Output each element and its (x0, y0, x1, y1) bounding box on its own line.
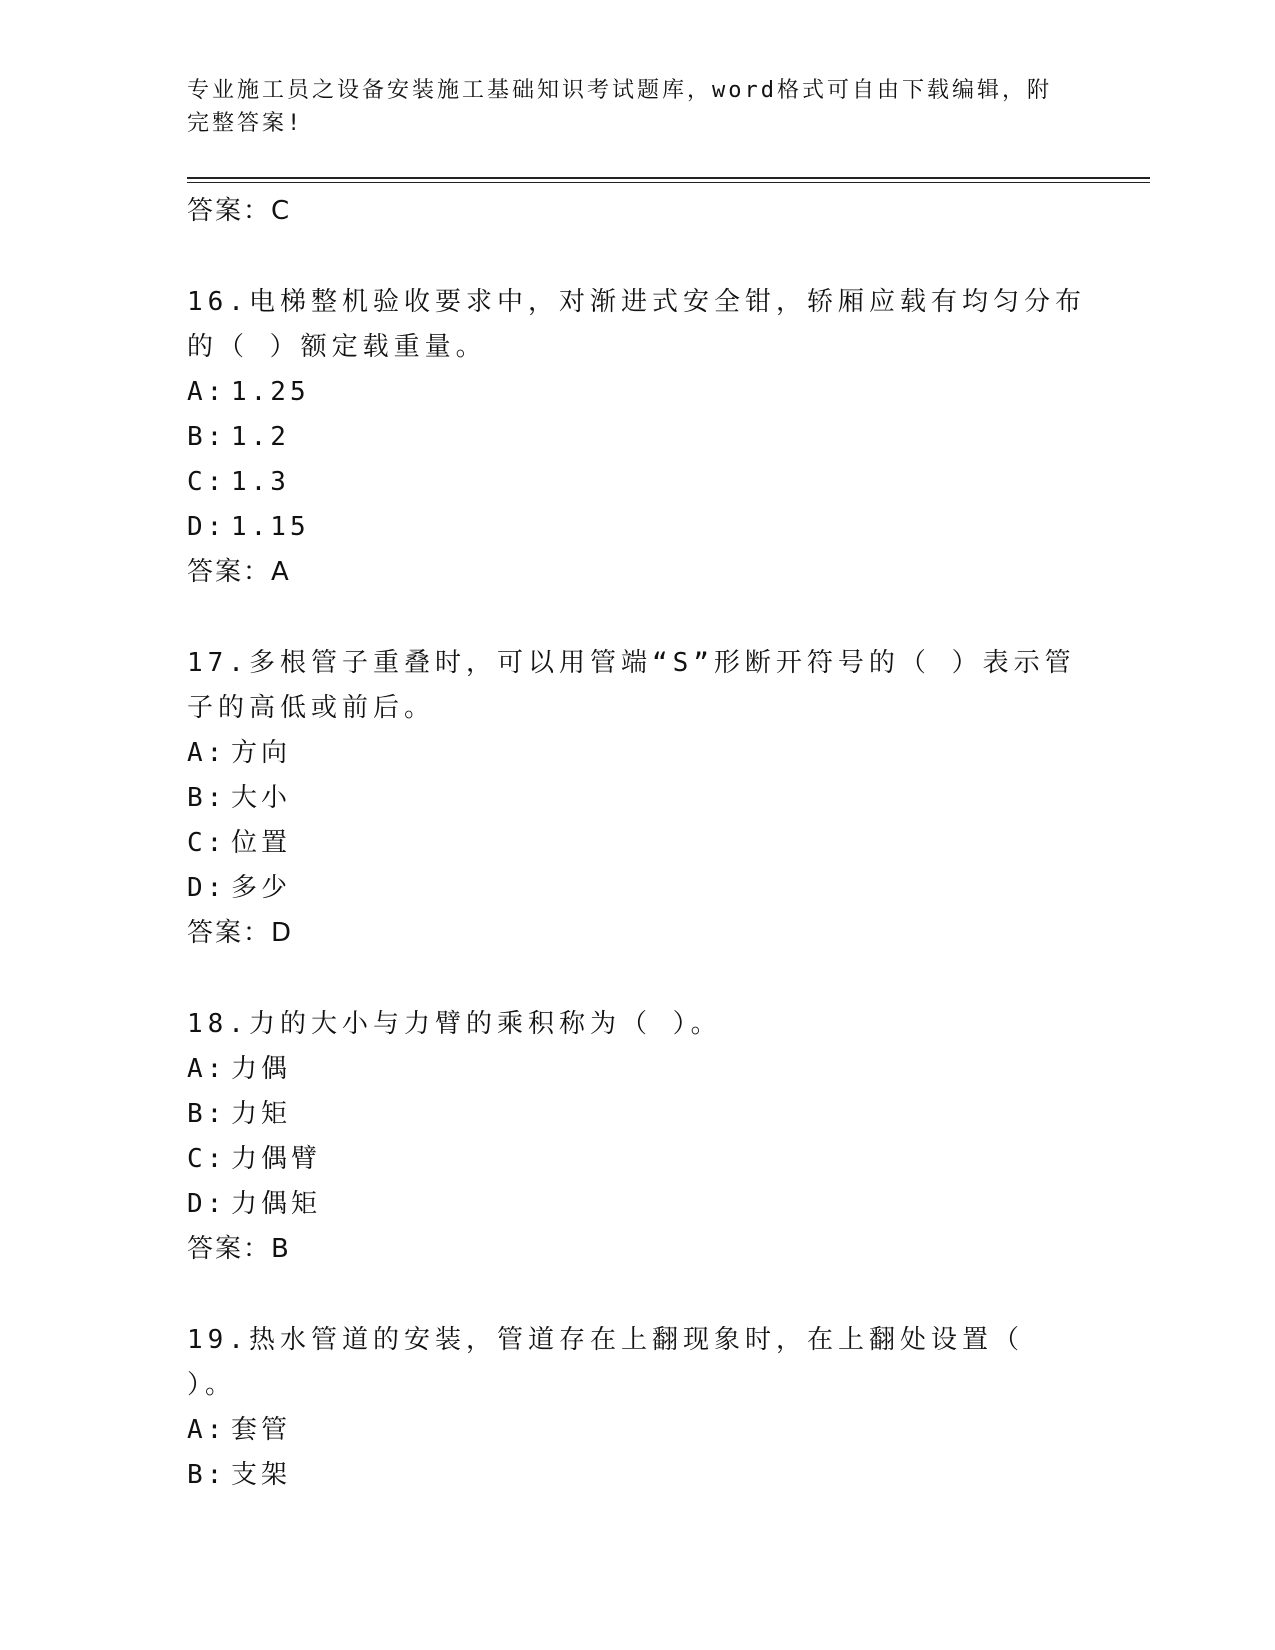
question-stem: 17.多根管子重叠时，可以用管端“S”形断开符号的（ ）表示管子的高低或前后。 (187, 648, 1076, 723)
option-c (187, 821, 1087, 866)
option-text: 多少 (231, 873, 292, 903)
option-d (187, 505, 1087, 550)
question-16 (187, 280, 1087, 594)
option-text: 1.15 (231, 512, 310, 542)
question-stem: 19.热水管道的安装，管道存在上翻现象时，在上翻处设置（ ）。 (187, 1325, 1024, 1400)
option-c (187, 460, 1087, 505)
option-text: 方向 (231, 738, 292, 768)
option-text: 力矩 (231, 1099, 292, 1129)
question-19 (187, 1318, 1087, 1498)
option-key: C: (187, 467, 227, 497)
option-b (187, 1092, 1087, 1137)
document-header: 专业施工员之设备安装施工基础知识考试题库，word格式可自由下载编辑，附完整答案! (187, 78, 1052, 136)
option-a (187, 1047, 1087, 1092)
answer-line: 答案：B (187, 1234, 291, 1264)
option-key: B: (187, 783, 227, 813)
answer-line: 答案：C (187, 196, 292, 226)
option-d (187, 866, 1087, 911)
option-text: 支架 (231, 1460, 292, 1490)
option-text: 1.3 (231, 467, 290, 497)
option-key: A: (187, 738, 227, 768)
option-key: B: (187, 1460, 227, 1490)
option-c (187, 1137, 1087, 1182)
option-key: B: (187, 422, 227, 452)
option-text: 力偶臂 (231, 1144, 322, 1174)
question-17 (187, 641, 1087, 955)
option-b (187, 1453, 1087, 1498)
option-b (187, 776, 1087, 821)
option-text: 套管 (231, 1415, 292, 1445)
header-divider-thick (187, 177, 1150, 179)
option-key: A: (187, 377, 227, 407)
option-key: B: (187, 1099, 227, 1129)
option-text: 力偶矩 (231, 1189, 322, 1219)
question-18 (187, 1002, 1087, 1271)
option-b (187, 415, 1087, 460)
option-key: A: (187, 1054, 227, 1084)
option-text: 1.2 (231, 422, 290, 452)
option-a (187, 370, 1087, 415)
option-key: D: (187, 512, 227, 542)
option-d (187, 1182, 1087, 1227)
option-a (187, 1408, 1087, 1453)
header-divider-thin (187, 182, 1150, 183)
option-key: C: (187, 1144, 227, 1174)
answer-line: 答案：D (187, 918, 294, 948)
option-key: A: (187, 1415, 227, 1445)
option-a (187, 731, 1087, 776)
option-text: 力偶 (231, 1054, 292, 1084)
question-list (187, 189, 1087, 1498)
option-key: C: (187, 828, 227, 858)
option-key: D: (187, 1189, 227, 1219)
option-key: D: (187, 873, 227, 903)
answer-line: 答案：A (187, 557, 291, 587)
question-stem: 18.力的大小与力臂的乘积称为（ ）。 (187, 1009, 722, 1039)
option-text: 大小 (231, 783, 292, 813)
option-text: 1.25 (231, 377, 310, 407)
question-stem: 16.电梯整机验收要求中，对渐进式安全钳，轿厢应载有均匀分布的（ ）额定载重量。 (187, 287, 1086, 362)
option-text: 位置 (231, 828, 292, 858)
